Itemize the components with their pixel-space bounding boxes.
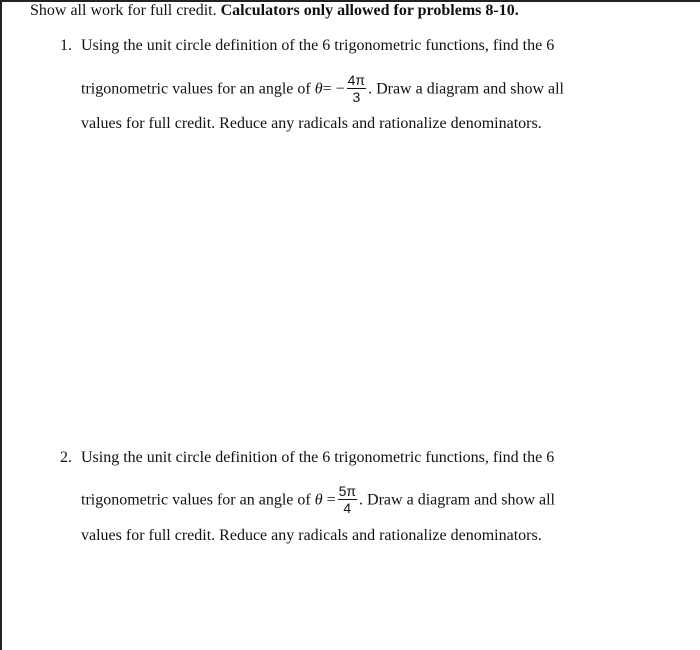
problem-line-2-text: trigonometric values for an angle of <box>81 80 311 98</box>
problem-line-2-text: trigonometric values for an angle of <box>81 491 311 509</box>
problem-line-1: Using the unit circle definition of the 6 trigonometric functions, find the 6 <box>81 37 555 54</box>
problem-number: 1. <box>60 37 72 54</box>
fraction-numerator: 4π <box>347 72 366 88</box>
fraction-denominator: 3 <box>352 89 361 105</box>
problem-line-3: values for full credit. Reduce any radicals and rationalize denominators. <box>81 115 542 132</box>
theta-symbol: θ <box>314 491 323 509</box>
problem-line-1: Using the unit circle definition of the 6 trigonometric functions, find the 6 <box>81 449 555 466</box>
problem-line-2-end: . Draw a diagram and show all <box>359 491 555 509</box>
problem-number: 2. <box>60 449 72 466</box>
problem-line-2 <box>81 485 555 517</box>
left-border <box>0 0 2 650</box>
problem-line-2-end: . Draw a diagram and show all <box>368 80 564 98</box>
problem-line-2 <box>81 74 564 106</box>
instructions <box>30 1 519 21</box>
angle-fraction <box>347 73 366 105</box>
fraction-numerator: 5π <box>338 483 357 499</box>
equals-sign: = <box>326 491 336 509</box>
fraction-denominator: 4 <box>343 500 352 516</box>
problem-line-3: values for full credit. Reduce any radicals and rationalize denominators. <box>81 527 542 544</box>
instructions-bold: Calculators only allowed for problems 8-10. <box>220 2 519 19</box>
theta-symbol: θ <box>314 80 323 98</box>
instructions-text: Show all work for full credit. <box>30 2 217 19</box>
equals-sign: = − <box>322 80 345 98</box>
angle-fraction <box>338 484 357 516</box>
